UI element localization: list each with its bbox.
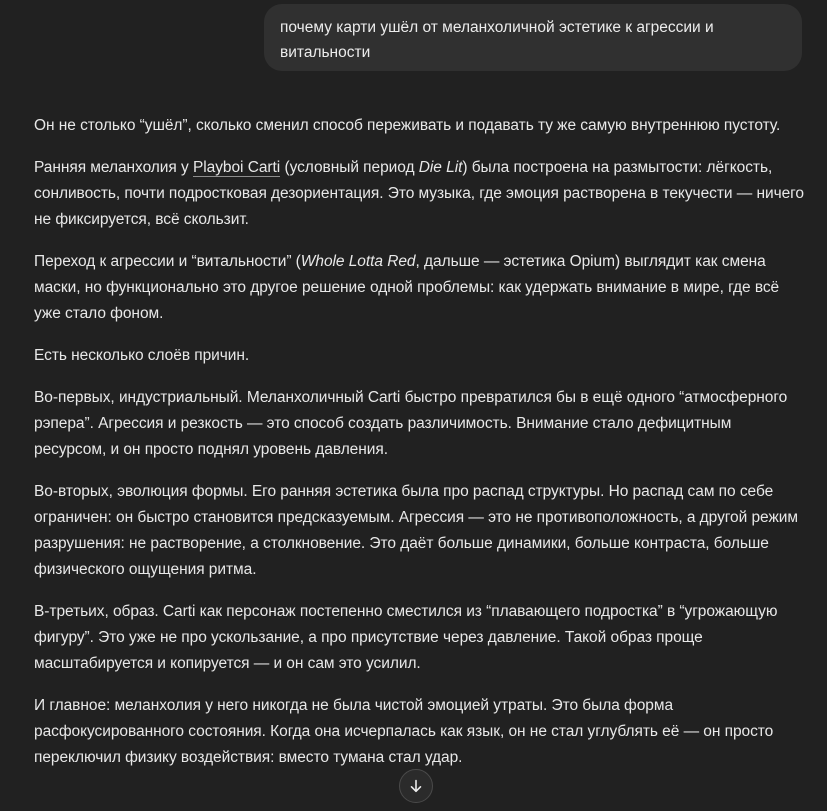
response-paragraph-1: Он не столько “ушёл”, сколько сменил способ переживать и подавать ту же самую внутреннюю пустоту. xyxy=(34,117,781,134)
arrow-down-icon xyxy=(408,778,424,794)
user-message-text: почему карти ушёл от меланхоличной эстетике к агрессии и витальности xyxy=(280,19,714,61)
response-paragraph-2 xyxy=(34,155,804,233)
response-paragraph-4: Есть несколько слоёв причин. xyxy=(34,347,250,364)
assistant-response xyxy=(34,113,804,787)
user-message-bubble xyxy=(264,4,802,71)
p3-text-after: , дальше — эстетика Opium) выглядит как смена маски, но функционально это другое решение одной проблемы: как удержать внимание в мире, где всё уже стало фоном. xyxy=(34,253,780,322)
playboi-carti-link[interactable]: Playboi Carti xyxy=(192,159,281,176)
scroll-to-bottom-button[interactable] xyxy=(399,769,433,803)
p2-text-before: Ранняя меланхолия у xyxy=(34,159,193,176)
p3-text-before: Переход к агрессии и “витальности” ( xyxy=(34,253,301,270)
die-lit-title: Die Lit xyxy=(418,159,463,176)
p2-text-middle: (условный период xyxy=(280,159,419,176)
response-paragraph-6: Во-вторых, эволюция формы. Его ранняя эстетика была про распад структуры. Но распад сам по себе ограничен: он быстро становится предсказуемым. Агрессия — это не противоположность, а другой режим разрушения: не растворение, а столкновение. Это даёт больше динамики, больше контраста, больше физического ощущения ритма. xyxy=(34,483,798,578)
response-paragraph-5: Во-первых, индустриальный. Меланхоличный Carti быстро превратился бы в ещё одного “атмосферного рэпера”. Агрессия и резкость — это способ создать различимость. Внимание стало дефицитным ресурсом, и он просто поднял уровень давления. xyxy=(34,389,788,458)
response-paragraph-7: В-третьих, образ. Carti как персонаж постепенно сместился из “плавающего подростка” в “угрожающую фигуру”. Это уже не про ускользание, а про присутствие через давление. Такой образ проще масштабируется и копируется — и он сам это усилил. xyxy=(34,603,778,672)
whole-lotta-red-title: Whole Lotta Red xyxy=(300,253,416,270)
response-paragraph-3 xyxy=(34,249,804,327)
response-paragraph-8: И главное: меланхолия у него никогда не была чистой эмоцией утраты. Это была форма расфокусированного состояния. Когда она исчерпалась как язык, он не стал углублять её — он просто переключил физику воздействия: вместо тумана стал удар. xyxy=(34,697,774,766)
p2-text-after: ) была построена на размытости: лёгкость, сонливость, почти подростковая дезориентация. Это музыка, где эмоция растворена в текучести — ничего не фиксируется, всё скользит. xyxy=(34,159,805,228)
